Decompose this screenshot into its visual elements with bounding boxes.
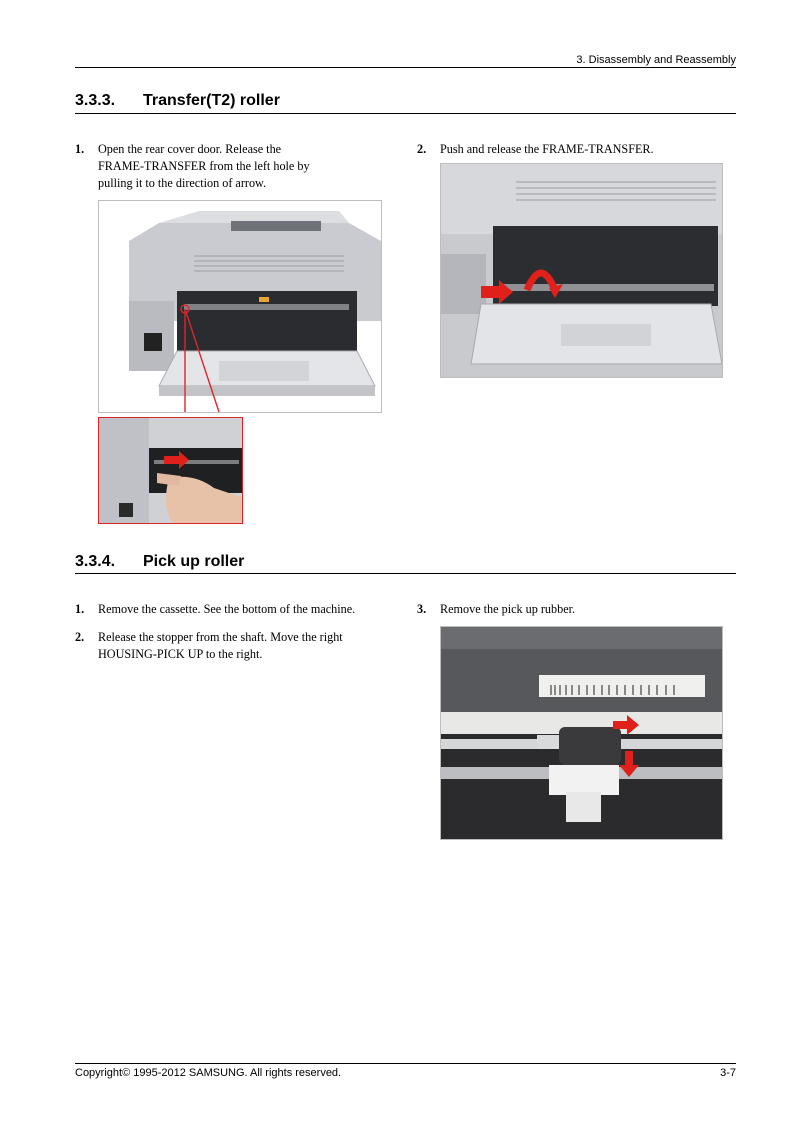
- step-text: Push and release the FRAME-TRANSFER.: [440, 142, 654, 156]
- step-number: 1.: [75, 142, 85, 156]
- step-number: 3.: [417, 602, 427, 616]
- step-text: [98, 629, 343, 663]
- section-number: 3.3.4.: [75, 553, 116, 570]
- step-number: 2.: [75, 630, 85, 644]
- section-rule: [75, 573, 736, 574]
- frame-transfer-push-photo: [440, 163, 723, 378]
- header-rule: [75, 67, 736, 68]
- step-number: 1.: [75, 602, 85, 616]
- step-3-pick-up: [417, 601, 727, 619]
- printer-rear-open-photo: [98, 200, 382, 413]
- step-1-pick-up: [75, 601, 395, 619]
- footer-rule: [75, 1063, 736, 1064]
- pick-up-rubber-photo: [440, 626, 723, 840]
- section-title-transfer-roller: [75, 92, 280, 110]
- section-heading: Pick up roller: [143, 553, 245, 570]
- section-heading: Transfer(T2) roller: [143, 92, 280, 109]
- step-text: Remove the cassette. See the bottom of the machine.: [98, 602, 356, 616]
- step-2-transfer: [417, 141, 727, 159]
- copyright-notice: Copyright© 1995-2012 SAMSUNG. All rights reserved.: [75, 1067, 342, 1079]
- step-text-line: HOUSING-PICK UP to the right.: [98, 647, 263, 661]
- step-text-line: Open the rear cover door. Release the: [98, 142, 282, 156]
- section-title-pick-up-roller: [75, 553, 244, 571]
- frame-transfer-callout-photo: [98, 417, 243, 524]
- section-number: 3.3.3.: [75, 92, 116, 109]
- step-text: [98, 141, 310, 192]
- step-number: 2.: [417, 142, 427, 156]
- step-text-line: pulling it to the direction of arrow.: [98, 176, 267, 190]
- step-2-pick-up: [75, 629, 395, 665]
- step-text-line: FRAME-TRANSFER from the left hole by: [98, 159, 310, 173]
- running-header: 3. Disassembly and Reassembly: [576, 54, 736, 66]
- step-1-transfer: [75, 141, 375, 193]
- page-number: 3-7: [720, 1067, 736, 1079]
- step-text-line: Release the stopper from the shaft. Move the right: [98, 630, 343, 644]
- section-rule: [75, 113, 736, 114]
- step-text: Remove the pick up rubber.: [440, 602, 576, 616]
